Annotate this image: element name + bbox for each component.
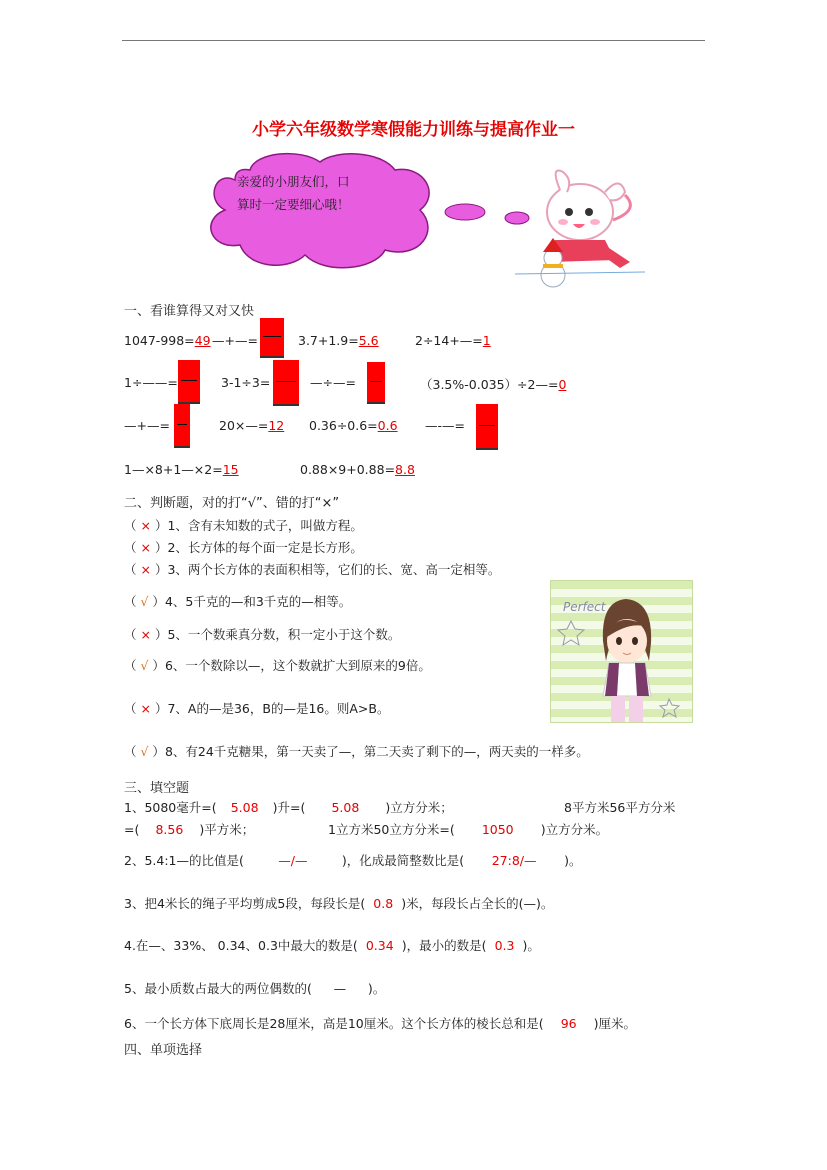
- bubble-text-line2: 算时一定要细心哦！: [237, 197, 350, 212]
- calc-row3-c: 0.36÷0.6=0.6: [309, 418, 398, 433]
- fill-q1-line2-right: 1立方米50立方分米=( 1050 )立方分米。: [328, 822, 609, 837]
- fill-q6: 6、一个长方体下底周长是28厘米，高是10厘米。这个长方体的棱长总和是( 96 )厘米。: [124, 1016, 637, 1031]
- fill-q2: 2、5.4:1—的比值是( —/— )，化成最简整数比是( 27:8/— )。: [124, 853, 582, 868]
- calc-row2-a: 1÷——=: [124, 375, 178, 390]
- header-rule: [122, 40, 705, 41]
- fill-q5: 5、最小质数占最大的两位偶数的( — )。: [124, 981, 386, 996]
- section3-heading: 三、填空题: [124, 781, 190, 796]
- girl-character-icon: [551, 581, 692, 722]
- calc-row1-b: —+—=: [212, 333, 258, 348]
- thought-bubble-illustration: [195, 150, 645, 290]
- calc-row2-b: 3-1÷3=: [221, 375, 271, 390]
- calc-row1-c: 3.7+1.9=5.6: [298, 333, 379, 348]
- judge-item-1: （ × ）1、含有未知数的式子，叫做方程。: [124, 518, 363, 533]
- fill-q1-line1: 1、5080毫升=( 5.08 )升=( 5.08 )立方分米；: [124, 800, 453, 815]
- calc-row3-a: —+—=: [124, 418, 170, 433]
- judge-item-5: （ × ）5、一个数乘真分数，积一定小于这个数。: [124, 627, 401, 642]
- answer-box: [367, 362, 385, 404]
- calc-row1-d: 2÷14+—=1: [415, 333, 491, 348]
- judge-item-4: （ √ ）4、5千克的—和3千克的—相等。: [124, 594, 352, 609]
- fill-q4: 4.在—、33%、 0.34、0.3中最大的数是( 0.34 )，最小的数是( 0.3 )。: [124, 938, 540, 953]
- answer-box: [260, 318, 284, 358]
- judge-item-7: （ × ）7、A的—是36，B的—是16。则A>B。: [124, 701, 390, 716]
- bubble-dot-small: [505, 212, 529, 224]
- answer-box: [174, 404, 190, 448]
- calc-row2-d: （3.5%-0.035）÷2—=0: [420, 377, 567, 392]
- section4-heading: 四、单项选择: [124, 1043, 203, 1058]
- judge-item-3: （ × ）3、两个长方体的表面积相等，它们的长、宽、高一定相等。: [124, 562, 501, 577]
- sticker-script-text: Perfect: [563, 600, 606, 614]
- calc-row1-a: 1047-998=49: [124, 333, 211, 348]
- answer-box: [476, 404, 498, 450]
- girl-sticker-image: [550, 580, 693, 723]
- fill-q1-line2: =( 8.56 )平方米；: [124, 822, 255, 837]
- answer-box: [178, 360, 200, 404]
- judge-item-2: （ × ）2、长方体的每个面一定是长方形。: [124, 540, 363, 555]
- calc-row3-b: 20×—=12: [219, 418, 285, 433]
- calc-row4-b: 0.88×9+0.88=8.8: [300, 462, 415, 477]
- calc-row3-d: —-—=: [425, 418, 465, 433]
- bubble-dot-large: [445, 204, 485, 220]
- section2-heading: 二、判断题，对的打“√”、错的打“×”: [124, 496, 340, 511]
- answer-box: [273, 360, 299, 406]
- judge-item-6: （ √ ）6、一个数除以—，这个数就扩大到原来的9倍。: [124, 658, 431, 673]
- calc-row2-c: —÷—=: [310, 375, 356, 390]
- section1-heading: 一、看谁算得又对又快: [124, 304, 255, 319]
- judge-item-8: （ √ ）8、有24千克糖果，第一天卖了—，第二天卖了剩下的—，两天卖的一样多。: [124, 744, 589, 759]
- bubble-text-line1: 亲爱的小朋友们，口: [237, 174, 350, 189]
- fill-q1-line1-right: 8平方米56平方分米: [564, 800, 676, 815]
- page-title: 小学六年级数学寒假能力训练与提高作业一: [252, 120, 575, 140]
- fill-q3: 3、把4米长的绳子平均剪成5段，每段长是( 0.8 )米，每段长占全长的(—)。: [124, 896, 554, 911]
- calc-row4-a: 1—×8+1—×2=15: [124, 462, 239, 477]
